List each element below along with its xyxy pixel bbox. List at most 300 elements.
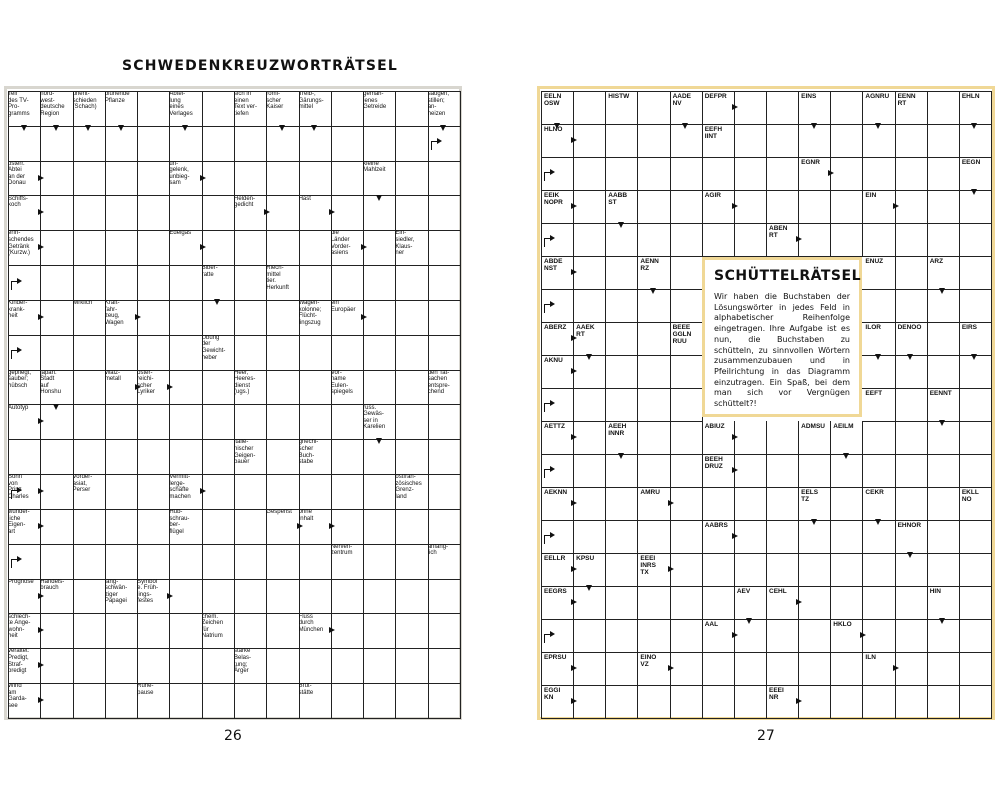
left-answer-cell[interactable] <box>40 335 73 371</box>
left-answer-cell[interactable] <box>363 509 396 545</box>
right-answer-cell[interactable] <box>670 454 703 488</box>
right-answer-cell[interactable] <box>959 652 992 686</box>
left-answer-cell[interactable] <box>331 265 364 301</box>
right-answer-cell[interactable] <box>798 619 831 653</box>
left-answer-cell[interactable] <box>234 405 267 441</box>
right-answer-cell[interactable] <box>605 520 638 554</box>
right-answer-cell[interactable] <box>959 553 992 587</box>
right-answer-cell[interactable] <box>637 322 670 356</box>
right-answer-cell[interactable] <box>670 421 703 455</box>
left-answer-cell[interactable] <box>73 265 106 301</box>
left-answer-cell[interactable] <box>202 648 235 684</box>
right-answer-cell[interactable] <box>959 388 992 422</box>
left-answer-cell[interactable] <box>40 196 73 232</box>
right-answer-cell[interactable] <box>959 190 992 224</box>
left-answer-cell[interactable] <box>40 161 73 197</box>
right-answer-cell[interactable] <box>862 421 895 455</box>
left-answer-cell[interactable] <box>331 161 364 197</box>
left-answer-cell[interactable] <box>331 509 364 545</box>
left-answer-cell[interactable] <box>40 300 73 336</box>
right-answer-cell[interactable] <box>637 421 670 455</box>
left-answer-cell[interactable] <box>137 509 170 545</box>
left-answer-cell[interactable] <box>428 196 461 232</box>
left-answer-cell[interactable] <box>363 126 396 162</box>
right-answer-cell[interactable] <box>927 685 960 719</box>
right-answer-cell[interactable] <box>573 289 606 323</box>
left-answer-cell[interactable] <box>234 335 267 371</box>
right-answer-cell[interactable] <box>605 685 638 719</box>
left-answer-cell[interactable] <box>137 300 170 336</box>
left-answer-cell[interactable] <box>137 196 170 232</box>
right-answer-cell[interactable] <box>895 289 928 323</box>
left-answer-cell[interactable] <box>73 509 106 545</box>
left-answer-cell[interactable] <box>137 648 170 684</box>
left-answer-cell[interactable] <box>395 648 428 684</box>
left-answer-cell[interactable] <box>73 405 106 441</box>
left-answer-cell[interactable] <box>363 196 396 232</box>
left-answer-cell[interactable] <box>137 265 170 301</box>
left-answer-cell[interactable] <box>169 683 202 719</box>
left-answer-cell[interactable] <box>363 439 396 475</box>
right-answer-cell[interactable] <box>670 355 703 389</box>
right-answer-cell[interactable] <box>959 355 992 389</box>
right-answer-cell[interactable] <box>637 619 670 653</box>
left-answer-cell[interactable] <box>299 370 332 406</box>
left-answer-cell[interactable] <box>105 161 138 197</box>
left-answer-cell[interactable] <box>202 91 235 127</box>
left-answer-cell[interactable] <box>395 335 428 371</box>
left-answer-cell[interactable] <box>40 614 73 650</box>
left-answer-cell[interactable] <box>266 126 299 162</box>
left-answer-cell[interactable] <box>105 683 138 719</box>
left-answer-cell[interactable] <box>428 509 461 545</box>
right-answer-cell[interactable] <box>637 355 670 389</box>
right-answer-cell[interactable] <box>927 553 960 587</box>
left-answer-cell[interactable] <box>299 335 332 371</box>
left-answer-cell[interactable] <box>105 335 138 371</box>
right-answer-cell[interactable] <box>862 454 895 488</box>
left-answer-cell[interactable] <box>169 544 202 580</box>
right-answer-cell[interactable] <box>605 652 638 686</box>
right-answer-cell[interactable] <box>734 652 767 686</box>
left-answer-cell[interactable] <box>331 91 364 127</box>
right-answer-cell[interactable] <box>862 157 895 191</box>
left-answer-cell[interactable] <box>266 300 299 336</box>
left-answer-cell[interactable] <box>40 405 73 441</box>
left-answer-cell[interactable] <box>331 405 364 441</box>
left-answer-cell[interactable] <box>395 126 428 162</box>
right-answer-cell[interactable] <box>734 124 767 158</box>
left-answer-cell[interactable] <box>428 300 461 336</box>
left-answer-cell[interactable] <box>428 265 461 301</box>
right-answer-cell[interactable] <box>895 487 928 521</box>
left-answer-cell[interactable] <box>428 405 461 441</box>
right-answer-cell[interactable] <box>927 124 960 158</box>
left-answer-cell[interactable] <box>73 648 106 684</box>
left-answer-cell[interactable] <box>202 300 235 336</box>
left-answer-cell[interactable] <box>395 509 428 545</box>
right-answer-cell[interactable] <box>766 553 799 587</box>
left-answer-cell[interactable] <box>169 405 202 441</box>
right-answer-cell[interactable] <box>862 223 895 257</box>
right-answer-cell[interactable] <box>862 355 895 389</box>
left-answer-cell[interactable] <box>169 648 202 684</box>
left-answer-cell[interactable] <box>202 439 235 475</box>
right-answer-cell[interactable] <box>895 190 928 224</box>
left-answer-cell[interactable] <box>105 265 138 301</box>
right-answer-cell[interactable] <box>927 454 960 488</box>
left-answer-cell[interactable] <box>234 614 267 650</box>
left-answer-cell[interactable] <box>105 439 138 475</box>
right-answer-cell[interactable] <box>927 520 960 554</box>
right-answer-cell[interactable] <box>895 454 928 488</box>
left-answer-cell[interactable] <box>299 579 332 615</box>
left-answer-cell[interactable] <box>395 614 428 650</box>
left-answer-cell[interactable] <box>428 230 461 266</box>
right-answer-cell[interactable] <box>830 487 863 521</box>
right-answer-cell[interactable] <box>573 124 606 158</box>
left-answer-cell[interactable] <box>363 544 396 580</box>
left-answer-cell[interactable] <box>299 265 332 301</box>
right-answer-cell[interactable] <box>798 652 831 686</box>
left-answer-cell[interactable] <box>299 230 332 266</box>
right-answer-cell[interactable] <box>605 388 638 422</box>
right-answer-cell[interactable] <box>670 157 703 191</box>
right-answer-cell[interactable] <box>605 454 638 488</box>
left-answer-cell[interactable] <box>266 683 299 719</box>
right-answer-cell[interactable] <box>702 223 735 257</box>
right-answer-cell[interactable] <box>862 619 895 653</box>
left-answer-cell[interactable] <box>105 544 138 580</box>
right-answer-cell[interactable] <box>637 124 670 158</box>
right-answer-cell[interactable] <box>637 289 670 323</box>
left-answer-cell[interactable] <box>73 126 106 162</box>
left-answer-cell[interactable] <box>363 265 396 301</box>
right-answer-cell[interactable] <box>830 223 863 257</box>
right-answer-cell[interactable] <box>670 553 703 587</box>
right-answer-cell[interactable] <box>573 487 606 521</box>
left-answer-cell[interactable] <box>428 579 461 615</box>
right-answer-cell[interactable] <box>734 685 767 719</box>
left-answer-cell[interactable] <box>202 474 235 510</box>
left-answer-cell[interactable] <box>266 614 299 650</box>
left-answer-cell[interactable] <box>202 579 235 615</box>
right-answer-cell[interactable] <box>927 91 960 125</box>
right-answer-cell[interactable] <box>670 190 703 224</box>
left-answer-cell[interactable] <box>169 196 202 232</box>
left-answer-cell[interactable] <box>202 230 235 266</box>
right-answer-cell[interactable] <box>670 124 703 158</box>
left-answer-cell[interactable] <box>363 614 396 650</box>
right-answer-cell[interactable] <box>605 355 638 389</box>
right-answer-cell[interactable] <box>959 619 992 653</box>
left-answer-cell[interactable] <box>105 405 138 441</box>
left-answer-cell[interactable] <box>266 648 299 684</box>
left-answer-cell[interactable] <box>428 683 461 719</box>
left-answer-cell[interactable] <box>395 370 428 406</box>
right-answer-cell[interactable] <box>895 586 928 620</box>
left-answer-cell[interactable] <box>428 439 461 475</box>
left-answer-cell[interactable] <box>105 196 138 232</box>
left-answer-cell[interactable] <box>137 335 170 371</box>
right-answer-cell[interactable] <box>798 223 831 257</box>
right-answer-cell[interactable] <box>637 520 670 554</box>
right-answer-cell[interactable] <box>637 454 670 488</box>
right-answer-cell[interactable] <box>670 619 703 653</box>
left-answer-cell[interactable] <box>331 126 364 162</box>
left-answer-cell[interactable] <box>40 265 73 301</box>
left-answer-cell[interactable] <box>105 126 138 162</box>
right-answer-cell[interactable] <box>766 487 799 521</box>
left-answer-cell[interactable] <box>363 230 396 266</box>
right-answer-cell[interactable] <box>766 454 799 488</box>
right-answer-cell[interactable] <box>766 157 799 191</box>
right-answer-cell[interactable] <box>734 223 767 257</box>
left-answer-cell[interactable] <box>105 614 138 650</box>
right-answer-cell[interactable] <box>830 91 863 125</box>
left-answer-cell[interactable] <box>202 126 235 162</box>
right-answer-cell[interactable] <box>766 520 799 554</box>
right-answer-cell[interactable] <box>670 520 703 554</box>
left-answer-cell[interactable] <box>137 161 170 197</box>
left-answer-cell[interactable] <box>266 335 299 371</box>
left-answer-cell[interactable] <box>266 544 299 580</box>
left-answer-cell[interactable] <box>169 579 202 615</box>
left-answer-cell[interactable] <box>395 439 428 475</box>
right-answer-cell[interactable] <box>734 553 767 587</box>
right-answer-cell[interactable] <box>734 619 767 653</box>
left-answer-cell[interactable] <box>266 370 299 406</box>
right-answer-cell[interactable] <box>830 190 863 224</box>
left-answer-cell[interactable] <box>363 300 396 336</box>
right-answer-cell[interactable] <box>830 157 863 191</box>
left-answer-cell[interactable] <box>234 579 267 615</box>
right-answer-cell[interactable] <box>927 421 960 455</box>
right-answer-cell[interactable] <box>734 91 767 125</box>
left-answer-cell[interactable] <box>331 648 364 684</box>
left-answer-cell[interactable] <box>363 648 396 684</box>
left-answer-cell[interactable] <box>363 370 396 406</box>
left-answer-cell[interactable] <box>234 300 267 336</box>
left-answer-cell[interactable] <box>331 614 364 650</box>
left-answer-cell[interactable] <box>40 474 73 510</box>
left-answer-cell[interactable] <box>331 579 364 615</box>
left-answer-cell[interactable] <box>169 614 202 650</box>
left-answer-cell[interactable] <box>395 265 428 301</box>
right-answer-cell[interactable] <box>895 157 928 191</box>
left-answer-cell[interactable] <box>40 439 73 475</box>
right-answer-cell[interactable] <box>637 685 670 719</box>
right-answer-cell[interactable] <box>766 619 799 653</box>
left-answer-cell[interactable] <box>234 265 267 301</box>
left-answer-cell[interactable] <box>40 509 73 545</box>
right-answer-cell[interactable] <box>927 190 960 224</box>
right-answer-cell[interactable] <box>862 520 895 554</box>
right-answer-cell[interactable] <box>670 586 703 620</box>
right-answer-cell[interactable] <box>927 322 960 356</box>
left-answer-cell[interactable] <box>299 648 332 684</box>
left-answer-cell[interactable] <box>331 683 364 719</box>
left-answer-cell[interactable] <box>73 230 106 266</box>
left-answer-cell[interactable] <box>395 91 428 127</box>
right-answer-cell[interactable] <box>959 289 992 323</box>
right-answer-cell[interactable] <box>830 520 863 554</box>
left-answer-cell[interactable] <box>105 230 138 266</box>
right-answer-cell[interactable] <box>766 421 799 455</box>
right-answer-cell[interactable] <box>637 223 670 257</box>
right-answer-cell[interactable] <box>895 124 928 158</box>
right-answer-cell[interactable] <box>734 487 767 521</box>
right-answer-cell[interactable] <box>798 685 831 719</box>
right-answer-cell[interactable] <box>573 388 606 422</box>
left-answer-cell[interactable] <box>266 474 299 510</box>
left-answer-cell[interactable] <box>299 161 332 197</box>
right-answer-cell[interactable] <box>927 619 960 653</box>
right-answer-cell[interactable] <box>670 223 703 257</box>
left-answer-cell[interactable] <box>202 196 235 232</box>
left-answer-cell[interactable] <box>73 544 106 580</box>
right-answer-cell[interactable] <box>798 520 831 554</box>
right-answer-cell[interactable] <box>927 652 960 686</box>
right-answer-cell[interactable] <box>670 652 703 686</box>
left-answer-cell[interactable] <box>266 161 299 197</box>
right-answer-cell[interactable] <box>573 223 606 257</box>
left-answer-cell[interactable] <box>105 648 138 684</box>
right-answer-cell[interactable] <box>702 685 735 719</box>
left-answer-cell[interactable] <box>73 161 106 197</box>
right-answer-cell[interactable] <box>895 388 928 422</box>
right-answer-cell[interactable] <box>637 157 670 191</box>
left-answer-cell[interactable] <box>169 265 202 301</box>
right-answer-cell[interactable] <box>798 124 831 158</box>
left-answer-cell[interactable] <box>8 126 41 162</box>
right-answer-cell[interactable] <box>573 91 606 125</box>
right-answer-cell[interactable] <box>702 586 735 620</box>
right-answer-cell[interactable] <box>605 223 638 257</box>
left-answer-cell[interactable] <box>234 683 267 719</box>
left-answer-cell[interactable] <box>234 474 267 510</box>
right-answer-cell[interactable] <box>734 454 767 488</box>
right-answer-cell[interactable] <box>637 388 670 422</box>
left-answer-cell[interactable] <box>266 439 299 475</box>
left-answer-cell[interactable] <box>169 370 202 406</box>
right-answer-cell[interactable] <box>573 256 606 290</box>
left-answer-cell[interactable] <box>363 474 396 510</box>
left-answer-cell[interactable] <box>8 439 41 475</box>
right-answer-cell[interactable] <box>927 223 960 257</box>
left-answer-cell[interactable] <box>202 405 235 441</box>
right-answer-cell[interactable] <box>895 685 928 719</box>
right-answer-cell[interactable] <box>895 256 928 290</box>
right-answer-cell[interactable] <box>895 652 928 686</box>
left-answer-cell[interactable] <box>266 405 299 441</box>
left-answer-cell[interactable] <box>73 370 106 406</box>
right-answer-cell[interactable] <box>605 586 638 620</box>
left-answer-cell[interactable] <box>234 230 267 266</box>
right-answer-cell[interactable] <box>605 289 638 323</box>
left-answer-cell[interactable] <box>202 544 235 580</box>
right-answer-cell[interactable] <box>766 652 799 686</box>
right-answer-cell[interactable] <box>895 355 928 389</box>
right-answer-cell[interactable] <box>959 256 992 290</box>
left-answer-cell[interactable] <box>137 230 170 266</box>
right-answer-cell[interactable] <box>862 553 895 587</box>
right-answer-cell[interactable] <box>927 157 960 191</box>
right-answer-cell[interactable] <box>605 157 638 191</box>
left-answer-cell[interactable] <box>363 335 396 371</box>
left-answer-cell[interactable] <box>73 335 106 371</box>
left-answer-cell[interactable] <box>395 300 428 336</box>
right-answer-cell[interactable] <box>605 553 638 587</box>
left-answer-cell[interactable] <box>73 196 106 232</box>
left-answer-cell[interactable] <box>169 335 202 371</box>
left-answer-cell[interactable] <box>202 370 235 406</box>
left-answer-cell[interactable] <box>137 614 170 650</box>
left-answer-cell[interactable] <box>266 579 299 615</box>
left-answer-cell[interactable] <box>40 648 73 684</box>
left-answer-cell[interactable] <box>395 161 428 197</box>
right-answer-cell[interactable] <box>573 355 606 389</box>
left-answer-cell[interactable] <box>363 683 396 719</box>
right-answer-cell[interactable] <box>959 685 992 719</box>
left-answer-cell[interactable] <box>331 196 364 232</box>
right-answer-cell[interactable] <box>959 223 992 257</box>
right-answer-cell[interactable] <box>862 124 895 158</box>
right-answer-cell[interactable] <box>605 256 638 290</box>
left-answer-cell[interactable] <box>395 544 428 580</box>
left-answer-cell[interactable] <box>299 126 332 162</box>
left-answer-cell[interactable] <box>202 683 235 719</box>
right-answer-cell[interactable] <box>959 421 992 455</box>
right-answer-cell[interactable] <box>830 586 863 620</box>
right-answer-cell[interactable] <box>670 388 703 422</box>
right-answer-cell[interactable] <box>605 124 638 158</box>
right-answer-cell[interactable] <box>573 454 606 488</box>
left-answer-cell[interactable] <box>299 405 332 441</box>
right-answer-cell[interactable] <box>766 124 799 158</box>
right-answer-cell[interactable] <box>637 586 670 620</box>
right-answer-cell[interactable] <box>798 586 831 620</box>
right-answer-cell[interactable] <box>670 289 703 323</box>
left-answer-cell[interactable] <box>234 509 267 545</box>
left-answer-cell[interactable] <box>234 126 267 162</box>
right-answer-cell[interactable] <box>670 487 703 521</box>
right-answer-cell[interactable] <box>895 553 928 587</box>
right-answer-cell[interactable] <box>959 586 992 620</box>
right-answer-cell[interactable] <box>670 256 703 290</box>
right-answer-cell[interactable] <box>573 190 606 224</box>
left-answer-cell[interactable] <box>169 126 202 162</box>
right-answer-cell[interactable] <box>895 223 928 257</box>
left-answer-cell[interactable] <box>428 474 461 510</box>
left-answer-cell[interactable] <box>105 509 138 545</box>
right-answer-cell[interactable] <box>637 91 670 125</box>
left-answer-cell[interactable] <box>395 683 428 719</box>
right-answer-cell[interactable] <box>573 157 606 191</box>
left-answer-cell[interactable] <box>137 544 170 580</box>
right-answer-cell[interactable] <box>830 553 863 587</box>
right-answer-cell[interactable] <box>766 91 799 125</box>
left-answer-cell[interactable] <box>73 579 106 615</box>
right-answer-cell[interactable] <box>573 685 606 719</box>
left-answer-cell[interactable] <box>137 474 170 510</box>
right-answer-cell[interactable] <box>927 289 960 323</box>
right-answer-cell[interactable] <box>830 454 863 488</box>
right-answer-cell[interactable] <box>798 190 831 224</box>
left-answer-cell[interactable] <box>395 196 428 232</box>
right-answer-cell[interactable] <box>830 685 863 719</box>
left-answer-cell[interactable] <box>234 544 267 580</box>
